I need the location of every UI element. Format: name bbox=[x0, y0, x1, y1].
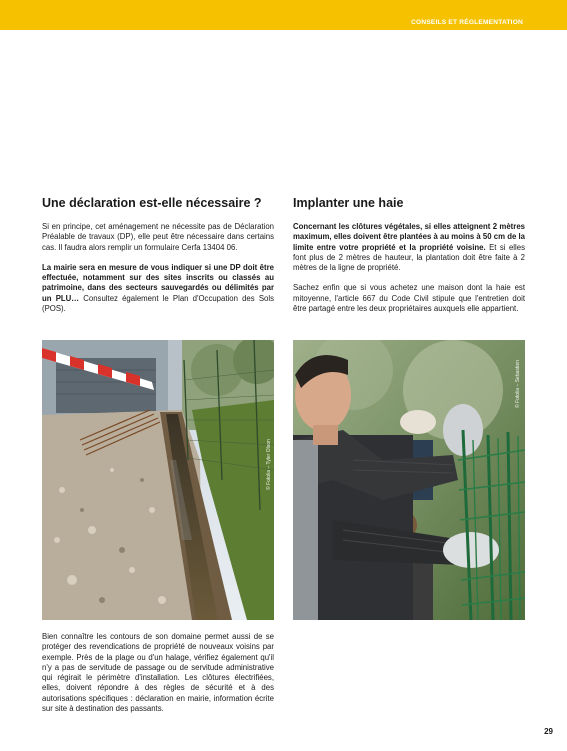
page-number: 29 bbox=[544, 727, 553, 736]
fence-illustration bbox=[293, 340, 525, 620]
right-paragraph-1 bbox=[293, 222, 525, 273]
right-photo-credit: © Fotolia – Sebastien bbox=[515, 360, 521, 408]
trench-photo bbox=[42, 340, 274, 620]
fence-installation-photo bbox=[293, 340, 525, 620]
header-bar bbox=[0, 0, 567, 30]
left-paragraph-2-bold: La mairie sera en mesure de vous indiquer si une DP doit être effectuée, notamment sur des sites inscrits ou classés au patrimoine, dans des secteurs sauvegardés ou délimités par un PLU… bbox=[42, 262, 274, 303]
right-heading: Implanter une haie bbox=[293, 196, 404, 210]
left-photo-credit: © Fotolia – Tyler Olson bbox=[266, 439, 272, 490]
left-bottom-text: Bien connaître les contours de son domaine permet aussi de se protéger des revendications de propriété de nouveaux voisins par exemple. Près de la plage ou d'un halage, vérifiez également qu'il n'y a pas de servitude de passage ou de servitude administrative qui régirait le périmètre d'installation. Les clôtures électrifiées, elles, doivent répondre à des règles de sécurité et à des autorisations spécifiques : déclaration en mairie, information écrite sur site à destination des passants. bbox=[42, 632, 274, 714]
trench-illustration bbox=[42, 340, 274, 620]
left-paragraph-2 bbox=[42, 263, 274, 314]
right-column-text bbox=[293, 222, 525, 324]
left-paragraph-1: Si en principe, cet aménagement ne nécessite pas de Déclaration Préalable de travaux (DP), elle peut être nécessaire dans certains cas. Il faudra alors remplir un formulaire Cerfa 13404 06. bbox=[42, 222, 274, 252]
right-paragraph-2: Sachez enfin que si vous achetez une maison dont la haie est mitoyenne, l'article 667 du Code Civil stipule que l'entretien doit être partagé entre les deux propriétaires auxquels elle appartient. bbox=[293, 283, 525, 314]
right-paragraph-1-bold: Concernant les clôtures végétales, si elles atteignent 2 mètres maximum, elles doivent être plantées à au moins à 50 cm de la limite entre votre propriété et la propriété voisine. bbox=[293, 222, 525, 252]
right-paragraph-1-rest: Et si elles font plus de 2 mètres de hauteur, la plantation doit être faite à 2 mètres de la ligne de propriété. bbox=[293, 242, 525, 273]
left-paragraph-2-rest: Consultez également le Plan d'Occupation des Sols (POS). bbox=[42, 293, 274, 314]
left-column-text bbox=[42, 222, 274, 324]
section-label: CONSEILS ET RÉGLEMENTATION bbox=[411, 19, 523, 26]
left-heading: Une déclaration est-elle nécessaire ? bbox=[42, 196, 262, 210]
